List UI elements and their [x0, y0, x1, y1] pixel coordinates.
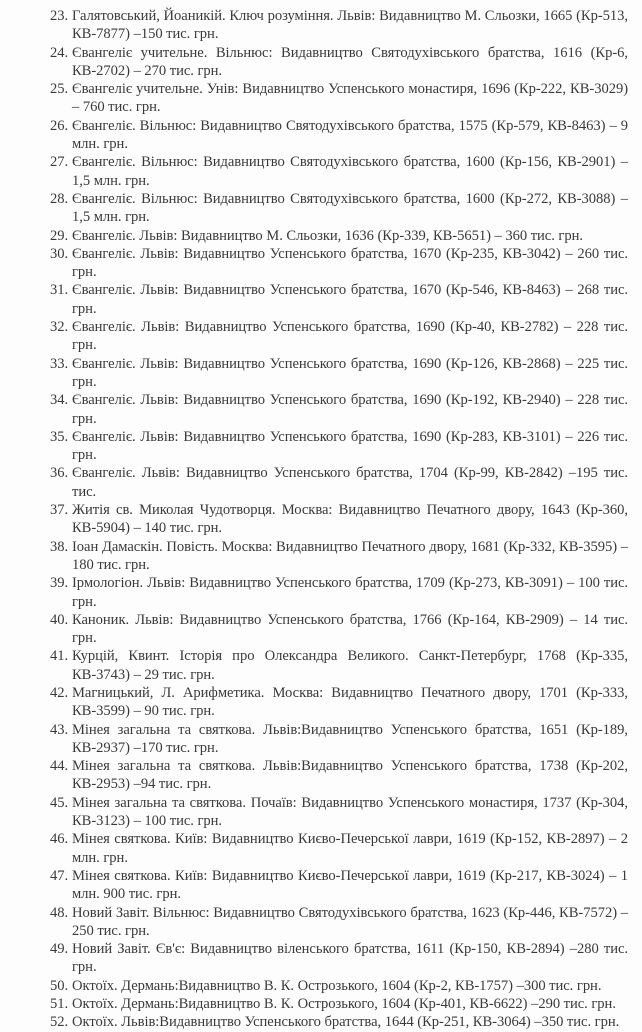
item-text: Октоїх. Дермань:Видавництво В. К. Острозького, 1604 (Кр-401, КВ-6622) –290 тис. грн. [72, 996, 616, 1013]
list-item [0, 538, 642, 575]
item-number: 47. [50, 867, 69, 884]
item-number: 26. [50, 117, 69, 134]
item-text: Євангеліє. Львів: Видавництво Успенського братства, 1704 (Кр-99, КВ-2842) –195 тис. тис. [72, 465, 628, 500]
item-number: 39. [50, 575, 69, 592]
item-number: 43. [50, 721, 69, 738]
item-number: 23. [50, 8, 69, 24]
list-item [0, 281, 642, 318]
item-text: Євангеліє. Львів: Видавництво Успенського братства, 1670 (Кр-546, КВ-8463) – 268 тис. грн. [72, 282, 628, 317]
item-number: 52. [50, 1014, 69, 1031]
list-item [0, 391, 642, 428]
item-number: 36. [50, 465, 69, 482]
list-item [0, 574, 642, 611]
item-text: Курцій, Квинт. Історія про Олександра Великого. Санкт-Петербург, 1768 (Кр-335, КВ-3743) – 29 тис. грн. [72, 648, 628, 683]
item-text: Євангеліє. Вільнюс: Видавництво Святодухівського братства, 1575 (Кр-579, КВ-8463) – 9 млн. грн. [72, 117, 628, 153]
item-text: Євангеліє. Львів: Видавництво М. Сльозки, 1636 (Кр-339, КВ-5651) – 360 тис. грн. [72, 227, 583, 244]
list-item [0, 995, 642, 1013]
item-number: 32. [50, 319, 69, 336]
list-item [0, 1013, 642, 1031]
item-text: Євангеліє. Львів: Видавництво Успенського братства, 1690 (Кр-126, КВ-2868) – 225 тис. грн. [72, 355, 628, 390]
item-text: Євангеліє. Львів: Видавництво Успенського братства, 1690 (Кр-40, КВ-2782) – 228 тис. грн. [72, 319, 628, 354]
list-item [0, 245, 642, 282]
item-text: Магницький, Л. Арифметика. Москва: Видавництво Печатного двору, 1701 (Кр-333, КВ-3599) – 90 тис. грн. [72, 684, 628, 720]
item-text: Галятовський, Йоаникій. Ключ розуміння. Львів: Видавництво М. Сльозки, 1665 (Кр-513, КВ-7877) –150 тис. грн. [72, 8, 628, 43]
list-item [0, 318, 642, 355]
list-item [0, 684, 642, 721]
list-item [0, 721, 642, 758]
list-item [0, 867, 642, 904]
item-text: Мінея святкова. Київ: Видавництво Києво-Печерської лаври, 1619 (Кр-217, КВ-3024) – 1 млн. 900 тис. грн. [72, 867, 628, 903]
item-number: 29. [50, 227, 69, 244]
list-item [0, 153, 642, 190]
item-text: Октоїх. Львів:Видавництво Успенського братства, 1644 (Кр-251, КВ-3064) –350 тис. грн. [72, 1014, 620, 1031]
item-text: Іоан Дамаскін. Повість. Москва: Видавництво Печатного двору, 1681 (Кр-332, КВ-3595) – 180 тис. грн. [72, 538, 628, 573]
item-text: Октоїх. Дермань:Видавництво В. К. Острозького, 1604 (Кр-2, КВ-1757) –300 тис. грн. [72, 977, 602, 994]
item-number: 38. [50, 538, 69, 555]
item-number: 44. [50, 758, 69, 775]
item-number: 48. [50, 904, 69, 921]
item-number: 34. [50, 392, 69, 409]
item-text: Євангеліє. Львів: Видавництво Успенського братства, 1690 (Кр-283, КВ-3101) – 226 тис. грн. [72, 428, 628, 464]
list-item [0, 904, 642, 941]
item-number: 31. [50, 282, 69, 299]
item-number: 40. [50, 611, 69, 628]
item-number: 37. [50, 502, 69, 519]
item-number: 51. [50, 996, 69, 1013]
item-number: 27. [50, 154, 69, 171]
item-text: Новий Завіт. Єв'є: Видавництво віленського братства, 1611 (Кр-150, КВ-2894) –280 тис. грн. [72, 941, 628, 976]
item-number: 24. [50, 44, 69, 61]
list-item [0, 190, 642, 227]
list-item [0, 940, 642, 977]
item-number: 49. [50, 941, 69, 958]
list-item [0, 44, 642, 81]
list-item [0, 428, 642, 465]
item-text: Євангеліє. Львів: Видавництво Успенського братства, 1690 (Кр-192, КВ-2940) – 228 тис. грн. [72, 392, 628, 427]
list-item [0, 647, 642, 684]
item-number: 30. [50, 245, 69, 262]
item-number: 35. [50, 428, 69, 445]
item-number: 45. [50, 794, 69, 811]
item-number: 25. [50, 81, 69, 98]
item-text: Євангеліє учительне. Вільнюс: Видавництво Святодухівського братства, 1616 (Кр-6, КВ-2702) – 270 тис. грн. [72, 44, 628, 79]
list-item [0, 7, 642, 44]
list-item [0, 794, 642, 831]
item-number: 50. [50, 977, 69, 994]
item-text: Каноник. Львів: Видавництво Успенського братства, 1766 (Кр-164, КВ-2909) – 14 тис. грн. [72, 611, 628, 647]
item-text: Мінея святкова. Київ: Видавництво Києво-Печерської лаври, 1619 (Кр-152, КВ-2897) – 2 млн. грн. [72, 831, 628, 866]
item-text: Євангеліє. Вільнюс: Видавництво Святодухівського братства, 1600 (Кр-272, КВ-3088) – 1,5 млн. грн. [72, 190, 628, 226]
list-item [0, 501, 642, 538]
list-item [0, 757, 642, 794]
list-item [0, 355, 642, 392]
list-item [0, 227, 642, 245]
item-text: Євангеліє. Львів: Видавництво Успенського братства, 1670 (Кр-235, КВ-3042) – 260 тис. грн. [72, 245, 628, 281]
item-text: Житія св. Миколая Чудотворця. Москва: Видавництво Печатного двору, 1643 (Кр-360, КВ-5904) – 140 тис. грн. [72, 502, 628, 537]
item-text: Мінея загальна та святкова. Львів:Видавництво Успенського братства, 1651 (Кр-189, КВ-2937) –170 тис. грн. [72, 721, 628, 756]
list-item [0, 830, 642, 867]
item-number: 33. [50, 355, 69, 372]
list-item [0, 80, 642, 117]
item-number: 28. [50, 190, 69, 207]
list-item [0, 117, 642, 154]
item-text: Євангеліє учительне. Унів: Видавництво Успенського монастиря, 1696 (Кр-222, КВ-3029) – 760 тис. грн. [72, 81, 628, 116]
book-list [0, 7, 642, 1032]
item-text: Євангеліє. Вільнюс: Видавництво Святодухівського братства, 1600 (Кр-156, КВ-2901) – 1,5 млн. грн. [72, 154, 628, 189]
item-text: Ірмологіон. Львів: Видавництво Успенського братства, 1709 (Кр-273, КВ-3091) – 100 тис. грн. [72, 575, 628, 610]
list-item [0, 464, 642, 501]
list-item [0, 611, 642, 648]
item-number: 41. [50, 648, 69, 665]
item-text: Новий Завіт. Вільнюс: Видавництво Святодухівського братства, 1623 (Кр-446, КВ-7572) –250 тис. грн. [72, 904, 628, 939]
item-number: 46. [50, 831, 69, 848]
item-text: Мінея загальна та святкова. Почаїв: Видавництво Успенського монастиря, 1737 (Кр-304, КВ-3123) – 100 тис. грн. [72, 794, 628, 830]
list-item [0, 977, 642, 995]
item-number: 42. [50, 684, 69, 701]
item-text: Мінея загальна та святкова. Львів:Видавництво Успенського братства, 1738 (Кр-202, КВ-2953) –94 тис. грн. [72, 758, 628, 793]
